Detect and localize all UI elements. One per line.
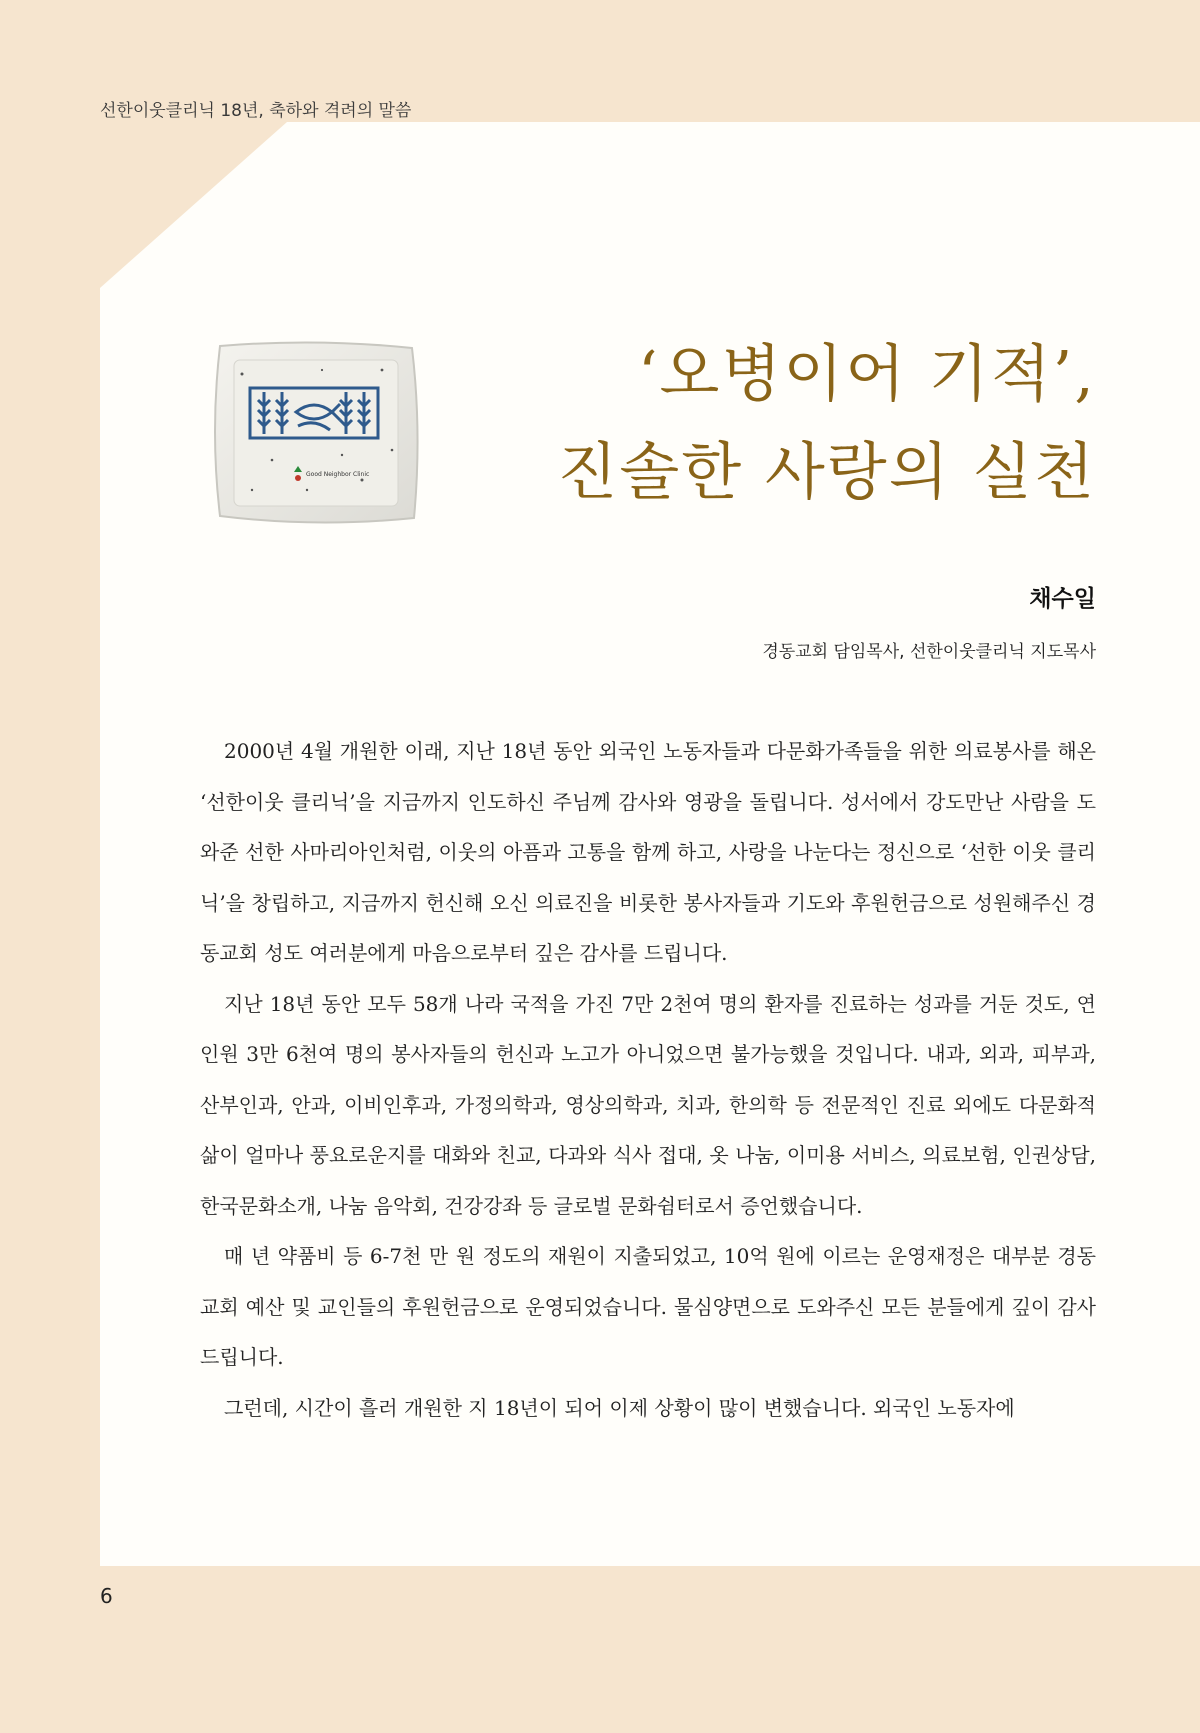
plate-logo-text: Good Neighbor Clinic [306, 471, 370, 478]
article-body [200, 726, 1096, 1433]
author-affiliation: 경동교회 담임목사, 선한이웃클리닉 지도목사 [762, 642, 1096, 662]
article-title [557, 325, 1096, 521]
title-line-1: ‘오병이어 기적’, [637, 337, 1096, 410]
title-line-2: 진솔한 사랑의 실천 [557, 435, 1096, 508]
running-header: 선한이웃클리닉 18년, 축하와 격려의 말씀 [100, 101, 412, 121]
paragraph-2: 지난 18년 동안 모두 58개 나라 국적을 가진 7만 2천여 명의 환자를 진료하는 성과를 거둔 것도, 연인원 3만 6천여 명의 봉사자들의 헌신과 노고가 아니었으면 불가능했을 것입니다. 내과, 외과, 피부과, 산부인과, 안과, 이비인후과, 가정의학과, 영상의학과, 치과, 한의학 등 전문적인 진료 외에도 다문화적 삶이 얼마나 풍요로운지를 대화와 친교, 다과와 식사 접대, 옷 나눔, 이미용 서비스, 의료보험, 인권상담, 한국문화소개, 나눔 음악회, 건강강좌 등 글로벌 문화쉼터로서 증언했습니다. [200, 991, 1096, 1218]
paragraph-1: 2000년 4월 개원한 이래, 지난 18년 동안 외국인 노동자들과 다문화가족들을 위한 의료봉사를 해온 ‘선한이웃 클리닉’을 지금까지 인도하신 주님께 감사와 영광을 돌립니다. 성서에서 강도만난 사람을 도와준 선한 사마리아인처럼, 이웃의 아픔과 고통을 함께 하고, 사랑을 나눈다는 정신으로 ‘선한 이웃 클리닉’을 창립하고, 지금까지 헌신해 오신 의료진을 비롯한 봉사자들과 기도와 후원헌금으로 성원해주신 경동교회 성도 여러분에게 마음으로부터 깊은 감사를 드립니다. [200, 739, 1096, 965]
page-number: 6 [100, 1584, 113, 1608]
paragraph-4: 그런데, 시간이 흘러 개원한 지 18년이 되어 이제 상황이 많이 변했습니다. 외국인 노동자에 [224, 1395, 1015, 1420]
paragraph-3: 매 년 약품비 등 6-7천 만 원 정도의 재원이 지출되었고, 10억 원에 이르는 운영재정은 대부분 경동교회 예산 및 교인들의 후원헌금으로 운영되었습니다. 물심양면으로 도와주신 모든 분들에게 깊이 감사드립니다. [200, 1244, 1096, 1369]
author-name: 채수일 [1029, 586, 1096, 612]
fish-plate-image [212, 340, 420, 525]
